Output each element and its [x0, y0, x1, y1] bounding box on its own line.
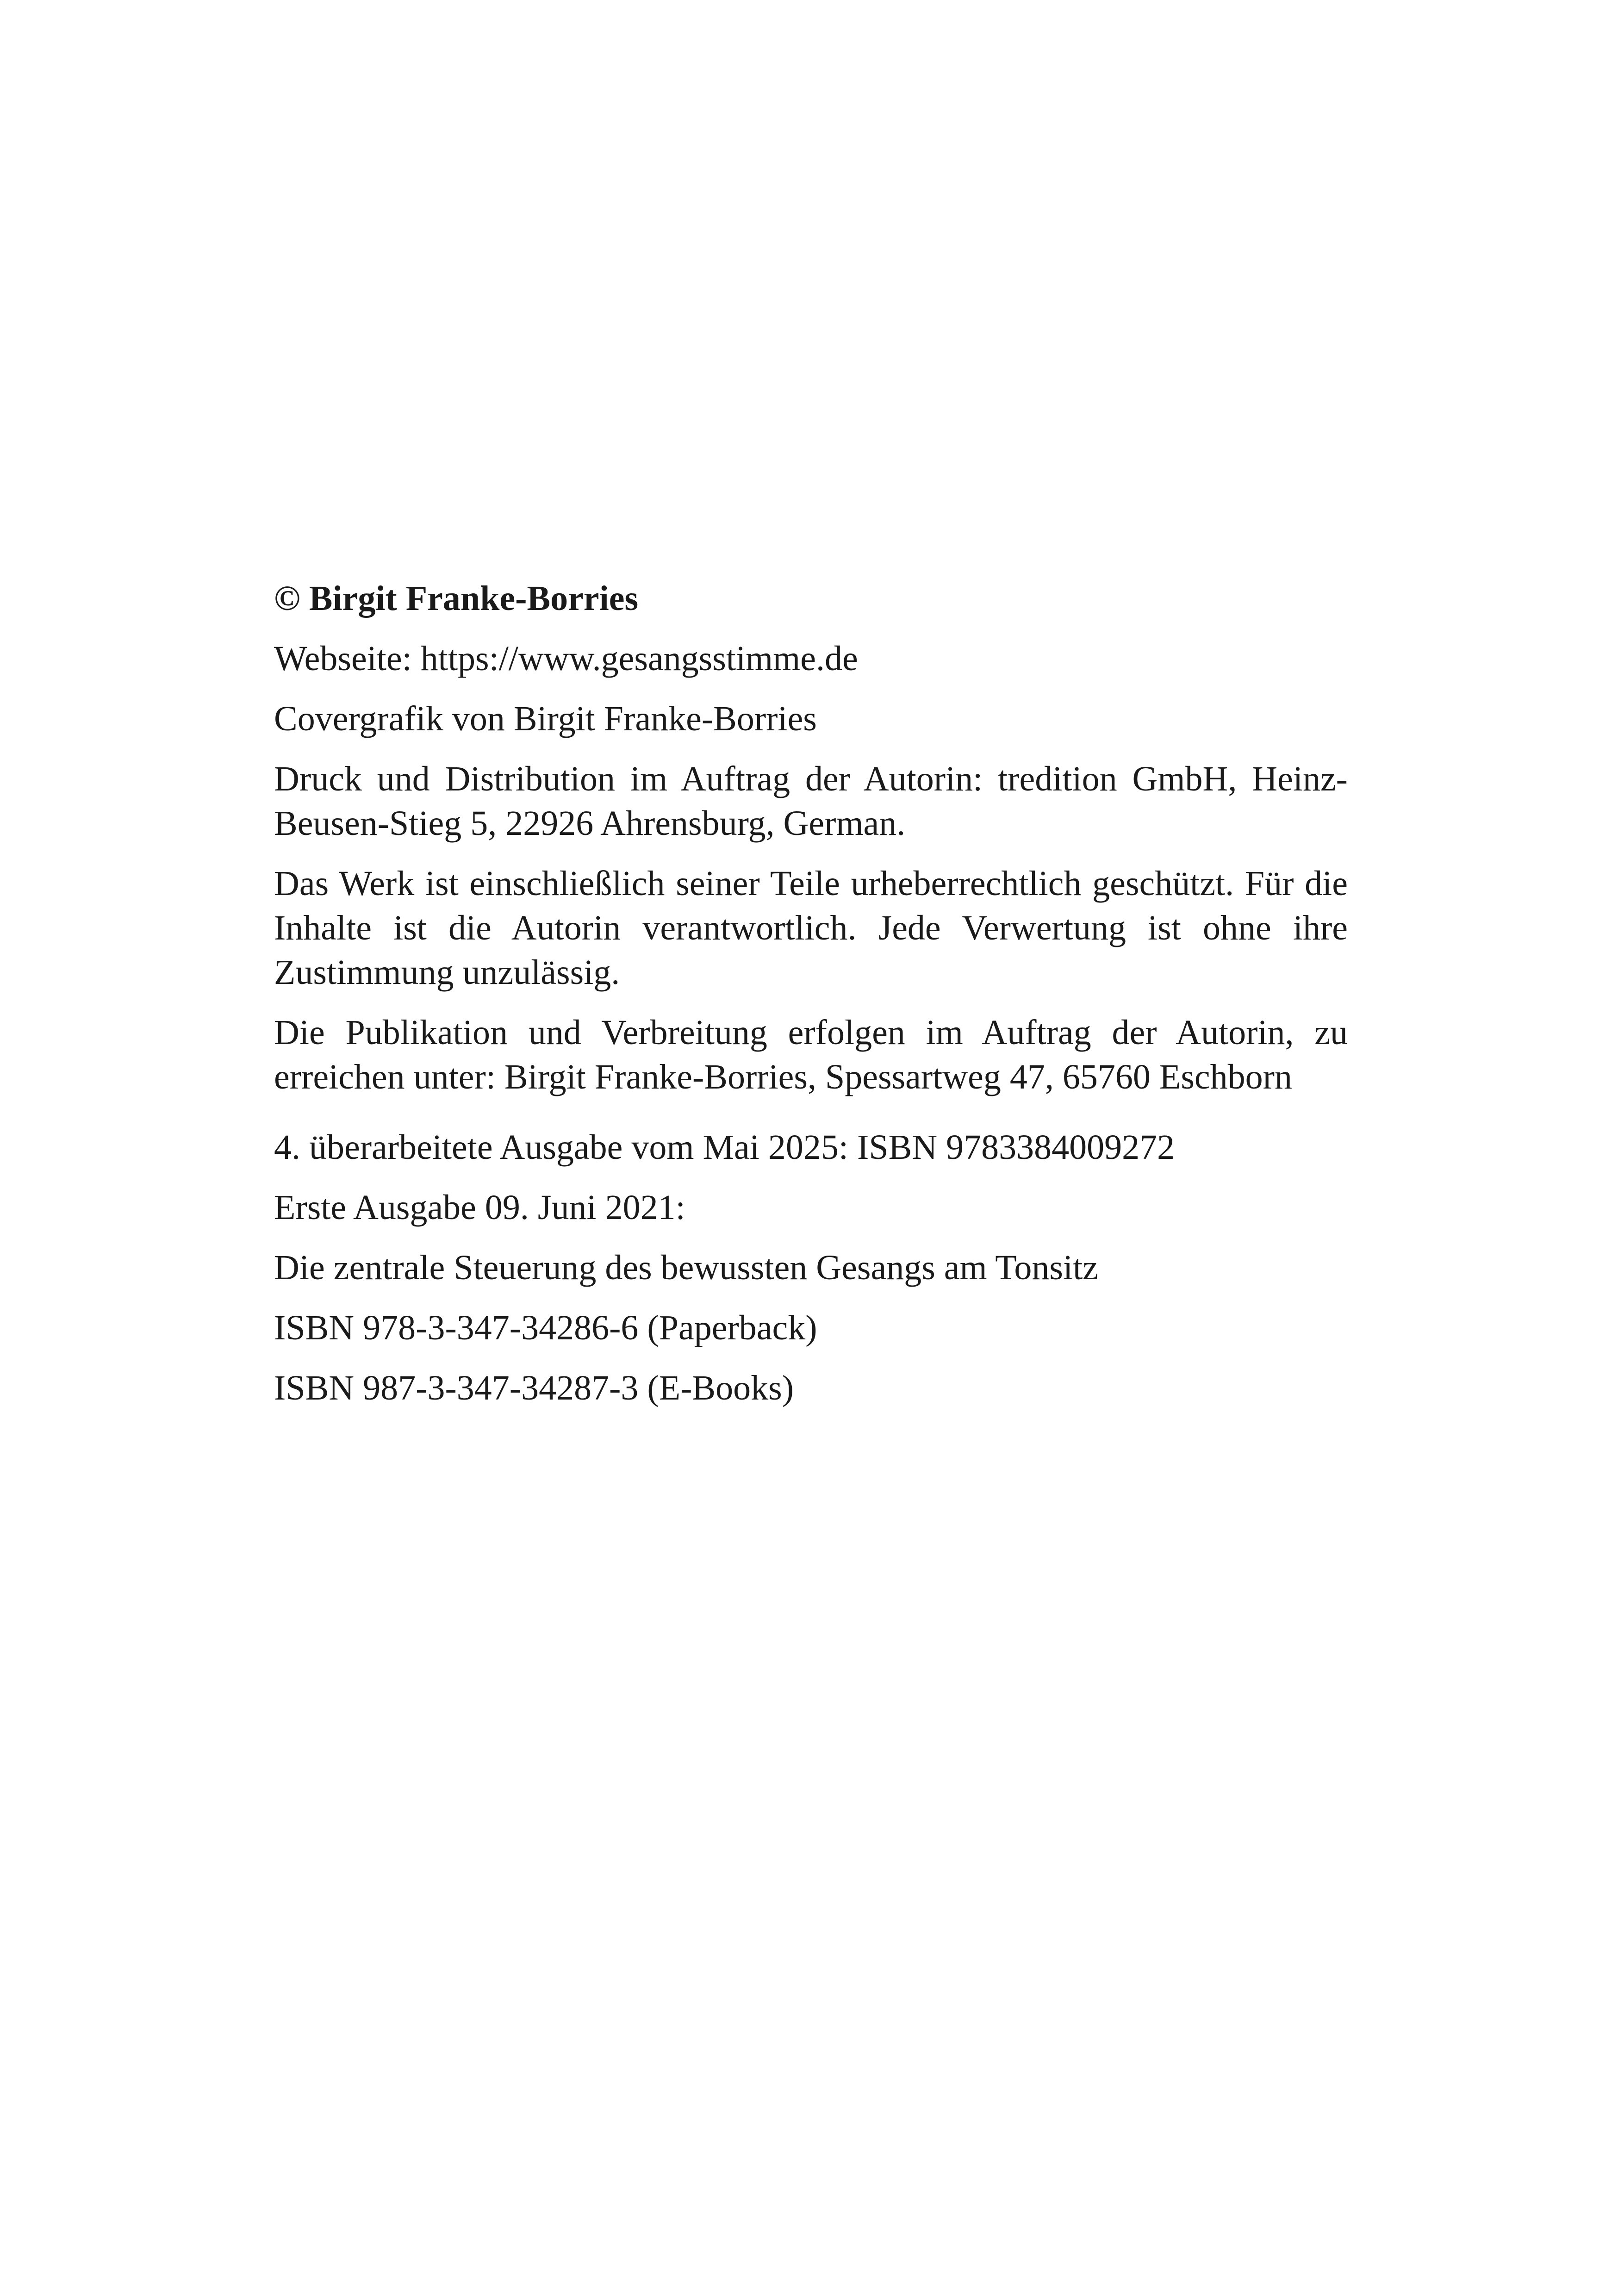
- edition-first: Erste Ausgabe 09. Juni 2021:: [274, 1188, 685, 1227]
- website-line: Webseite: https://www.gesangsstimme.de: [274, 639, 858, 678]
- rights-notice: Das Werk ist einschließlich seiner Teile urheberrechtlich geschützt. Für die Inhalte ist die Autorin verantwortlich. Jede Verwertung ist ohne ihre Zustimmung unzulässig.: [274, 864, 1348, 992]
- cover-credit: Covergrafik von Birgit Franke-Borries: [274, 699, 817, 738]
- isbn-paperback: ISBN 978-3-347-34286-6 (Paperback): [274, 1308, 817, 1347]
- printing-notice: Druck und Distribution im Auftrag der Autorin: tredition GmbH, Heinz-Beusen-Stieg 5, 22926 Ahrensburg, German.: [274, 759, 1348, 843]
- first-edition-title: Die zentrale Steuerung des bewussten Gesangs am Tonsitz: [274, 1248, 1098, 1287]
- imprint-block: [274, 576, 1348, 1426]
- publication-notice: Die Publikation und Verbreitung erfolgen im Auftrag der Autorin, zu erreichen unter: Birgit Franke-Borries, Spessartweg 47, 65760 Eschborn: [274, 1013, 1348, 1096]
- copyright-line: © Birgit Franke-Borries: [274, 579, 639, 618]
- isbn-ebook: ISBN 987-3-347-34287-3 (E-Books): [274, 1369, 794, 1407]
- edition-current: 4. überarbeitete Ausgabe vom Mai 2025: ISBN 9783384009272: [274, 1128, 1175, 1167]
